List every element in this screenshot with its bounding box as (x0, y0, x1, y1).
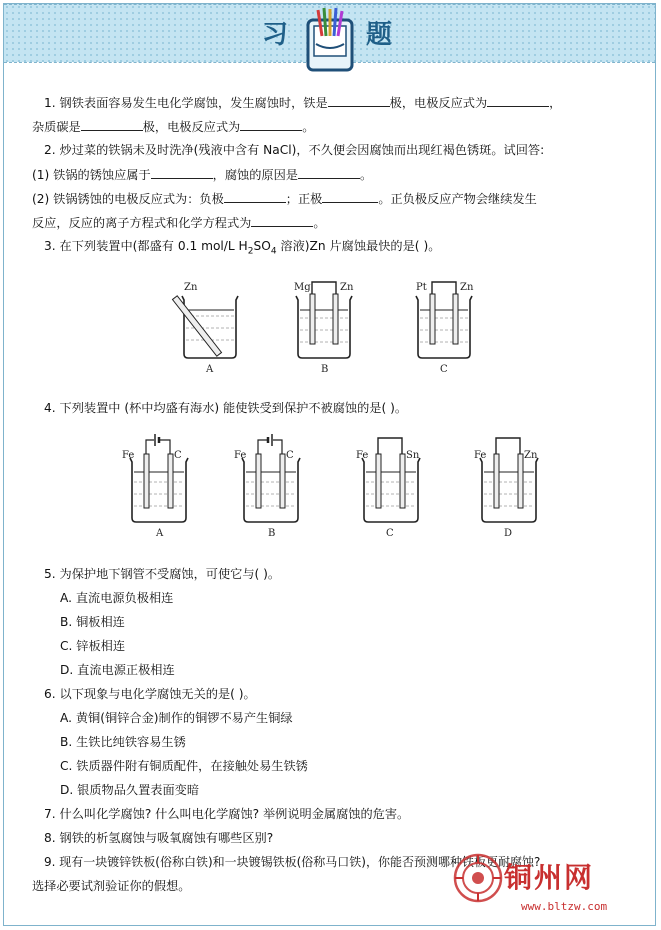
q4-d-left-label: Fe (474, 450, 487, 461)
q1-blank-3 (81, 118, 143, 131)
q3-beaker-b (294, 282, 354, 375)
q2-blank-1 (151, 166, 213, 179)
q3-label-c: C (440, 364, 448, 375)
question-2-intro: 2. 炒过菜的铁锅未及时洗净(残液中含有 NaCl)，不久便会因腐蚀而出现红褐色锈斑。试回答: (44, 143, 545, 157)
q4-a-right-label: C (174, 450, 182, 461)
q6-option-c: C. 铁质器件附有铜质配件，在接触处易生铁锈 (60, 759, 308, 773)
clipboard-pencils-icon (302, 6, 358, 74)
q1-blank-1 (328, 94, 390, 107)
q2-blank-3 (224, 190, 286, 203)
q3-c-right-label: Zn (460, 282, 474, 293)
q5-option-a: A. 直流电源负极相连 (60, 591, 174, 605)
q2-2-text-c: 。正负极反应产物会继续发生 (378, 192, 537, 206)
watermark-url: www.bltzw.com (521, 900, 608, 913)
q2-1-text-b: ，腐蚀的原因是 (212, 168, 298, 182)
figure-q3 (170, 276, 490, 376)
q3-a-zn-label: Zn (184, 282, 198, 293)
q3-c-left-label: Pt (416, 282, 427, 293)
q4-beaker-c (356, 438, 420, 539)
q4-b-right-label: C (286, 450, 294, 461)
watermark-seal-icon (452, 852, 504, 904)
question-7: 7. 什么叫化学腐蚀? 什么叫电化学腐蚀? 举例说明金属腐蚀的危害。 (44, 807, 410, 821)
q4-label-b: B (268, 528, 276, 539)
q3-label-b: B (321, 364, 329, 375)
q4-d-right-label: Zn (524, 450, 538, 461)
question-9-line-2: 选择必要试剂验证你的假想。 (32, 879, 191, 893)
question-6: 6. 以下现象与电化学腐蚀无关的是( )。 (44, 687, 256, 701)
q5-option-c: C. 锌板相连 (60, 639, 126, 653)
q6-option-a: A. 黄铜(铜锌合金)制作的铜锣不易产生铜绿 (60, 711, 293, 725)
q3-beaker-c (416, 282, 474, 375)
q3-text-a: 3. 在下列装置中(都盛有 0.1 mol/L H (44, 239, 248, 253)
q4-label-a: A (156, 528, 164, 539)
q2-blank-4 (322, 190, 378, 203)
question-3 (44, 238, 440, 259)
q6-option-b: B. 生铁比纯铁容易生锈 (60, 735, 186, 749)
q1-text-b: 极，电极反应式为 (389, 96, 488, 110)
header-title-right: 题 (366, 20, 394, 50)
question-4: 4. 下列装置中 (杯中均盛有海水) 能使铁受到保护不被腐蚀的是( )。 (44, 401, 408, 415)
header-top-line (4, 4, 655, 5)
q5-option-d: D. 直流电源正极相连 (60, 663, 175, 677)
q2-blank-5 (251, 214, 313, 227)
q1-blank-2 (487, 94, 549, 107)
q4-beaker-b (234, 434, 300, 539)
q3-b-left-label: Mg (294, 282, 311, 293)
q4-b-left-label: Fe (234, 450, 247, 461)
question-2-part-2 (32, 190, 537, 207)
q4-beaker-a (122, 434, 188, 539)
q6-option-d: D. 银质物品久置表面变暗 (60, 783, 200, 797)
question-8: 8. 钢铁的析氢腐蚀与吸氧腐蚀有哪些区别? (44, 831, 274, 845)
question-9-line-1: 9. 现有一块镀锌铁板(俗称白铁)和一块镀锡铁板(俗称马口铁)，你能否预测哪种铁板更耐腐蚀? (44, 855, 541, 869)
q4-beaker-d (474, 438, 538, 539)
question-5: 5. 为保护地下钢管不受腐蚀，可使它与( )。 (44, 567, 281, 581)
q1-text-c: 杂质碳是 (32, 120, 81, 134)
q2-1-text-a: (1) 铁锅的锈蚀应属于 (32, 168, 151, 182)
q4-label-c: C (386, 528, 394, 539)
question-2-part-1 (32, 166, 372, 183)
q1-blank-4 (240, 118, 302, 131)
q4-c-left-label: Fe (356, 450, 369, 461)
q4-a-left-label: Fe (122, 450, 135, 461)
q2-blank-2 (298, 166, 360, 179)
watermark-text: 铜州网 (504, 861, 595, 894)
figure-q4 (116, 428, 556, 542)
q3-text-b: SO (253, 239, 271, 253)
q3-b-right-label: Zn (340, 282, 354, 293)
question-1-line-2: 杂质碳是 极，电极反应式为 。 (32, 120, 315, 134)
q2-1-text-c: 。 (359, 168, 373, 182)
q4-c-right-label: Sn (406, 450, 420, 461)
q1-text-d: 极，电极反应式为 (142, 120, 241, 134)
q2-2-text-b: ；正极 (285, 192, 323, 206)
q2-2b-text-a: 反应，反应的离子方程式和化学方程式为 (32, 216, 252, 230)
q4-label-d: D (504, 528, 513, 539)
q2-2-text-a: (2) 铁锅锈蚀的电极反应式为：负极 (32, 192, 224, 206)
q3-sub-2: 4 (270, 246, 277, 257)
q3-label-a: A (206, 364, 214, 375)
question-1-line-1: 1. 钢铁表面容易发生电化学腐蚀，发生腐蚀时，铁是 极，电极反应式为 ， (44, 96, 562, 110)
question-2-part-2-cont (32, 214, 326, 231)
header-title-left: 习 (262, 20, 290, 50)
q3-sub-1: 2 (247, 246, 254, 257)
q3-beaker-a (172, 282, 238, 375)
q3-text-c: 溶液)Zn 片腐蚀最快的是( )。 (276, 239, 441, 253)
q1-text-a: 1. 钢铁表面容易发生电化学腐蚀，发生腐蚀时，铁是 (44, 96, 328, 110)
q2-2b-text-b: 。 (313, 216, 326, 230)
q5-option-b: B. 铜板相连 (60, 615, 125, 629)
